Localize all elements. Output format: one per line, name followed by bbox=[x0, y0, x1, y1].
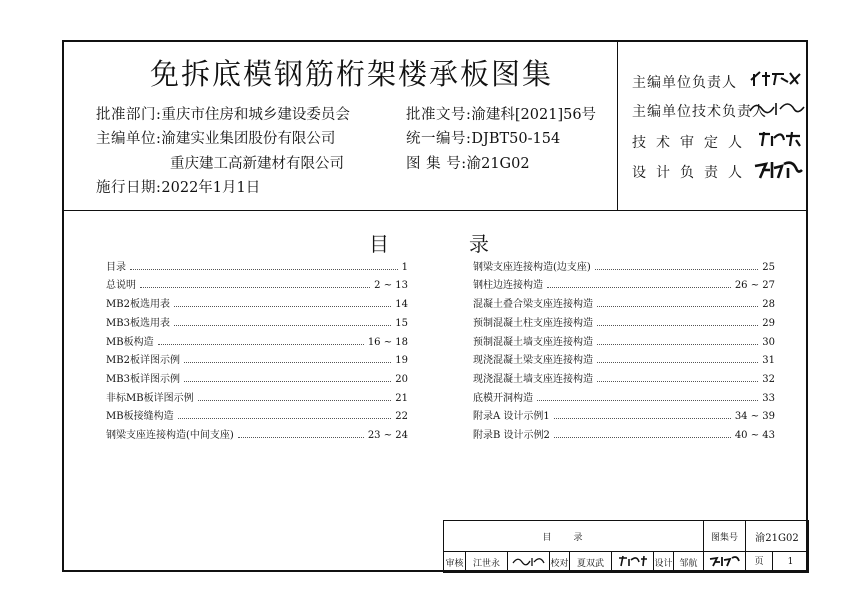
toc-item-title: MB2板详图示例 bbox=[106, 355, 180, 366]
page-number: 1 bbox=[787, 557, 794, 567]
toc-item-title: 目录 bbox=[106, 262, 126, 273]
title-block-name: 目录 bbox=[444, 521, 704, 552]
toc-item-title: MB板接缝构造 bbox=[106, 411, 174, 422]
toc-item-title: 现浇混凝土梁支座连接构造 bbox=[473, 355, 593, 366]
toc-leader-dots bbox=[554, 437, 731, 438]
toc-item[interactable] bbox=[106, 408, 408, 422]
toc-leader-dots bbox=[595, 269, 758, 270]
toc-leader-dots bbox=[184, 362, 391, 363]
toc-item-title: 预制混凝土墙支座连接构造 bbox=[473, 337, 593, 348]
toc-leader-dots bbox=[178, 418, 392, 419]
toc-item-page: 19 bbox=[395, 355, 408, 366]
toc-item-title: 附录A 设计示例1 bbox=[473, 411, 550, 422]
toc-item-page: 20 bbox=[395, 374, 408, 385]
atlas-no-row bbox=[406, 152, 530, 173]
toc-item-page: 15 bbox=[395, 318, 408, 329]
toc-item-page: 14 bbox=[395, 299, 408, 310]
toc-leader-dots bbox=[547, 287, 731, 288]
toc-leader-dots bbox=[174, 306, 391, 307]
approval-dept-row bbox=[96, 103, 350, 124]
toc-item-page: 32 bbox=[762, 374, 775, 385]
toc-item-title: 非标MB板详图示例 bbox=[106, 393, 194, 404]
toc-leader-dots bbox=[554, 418, 731, 419]
signature-image bbox=[756, 128, 804, 150]
toc-item-page: 22 bbox=[395, 411, 408, 422]
editor-value-1: 渝建实业集团股份有限公司 bbox=[161, 131, 336, 147]
signature-image bbox=[708, 554, 742, 568]
editor-label: 主编单位: bbox=[96, 131, 162, 147]
effective-date-label: 施行日期: bbox=[96, 180, 162, 196]
toc-item-page: 21 bbox=[395, 393, 408, 404]
page-cell bbox=[746, 552, 809, 573]
reviewer-signature bbox=[508, 552, 550, 573]
signature-image bbox=[748, 68, 804, 90]
designer-signature bbox=[704, 552, 746, 573]
toc-item[interactable] bbox=[106, 296, 408, 310]
toc-title-left: 目 bbox=[369, 232, 389, 256]
toc-item[interactable] bbox=[473, 371, 775, 385]
approval-doc-label: 批准文号: bbox=[406, 107, 472, 123]
toc-item[interactable] bbox=[106, 390, 408, 404]
toc-leader-dots bbox=[238, 437, 364, 438]
toc-item-title: MB3板选用表 bbox=[106, 318, 170, 329]
toc-item-page: 16 ~ 18 bbox=[367, 337, 408, 348]
checker-name: 夏双武 bbox=[570, 552, 612, 573]
atlas-title: 免拆底模钢筋桁架楼承板图集 bbox=[150, 57, 554, 91]
toc-item-title: 钢梁支座连接构造(边支座) bbox=[473, 262, 591, 273]
approval-doc-row bbox=[406, 103, 596, 124]
resp-chief-unit: 主编单位负责人 bbox=[632, 75, 737, 91]
toc-item-page: 33 bbox=[762, 393, 775, 404]
toc-item[interactable] bbox=[106, 315, 408, 329]
toc-item-title: 钢柱边连接构造 bbox=[473, 280, 543, 291]
toc-item-page: 40 ~ 43 bbox=[734, 430, 775, 441]
toc-item[interactable] bbox=[473, 315, 775, 329]
editor-row bbox=[96, 127, 335, 148]
toc-item-page: 30 bbox=[762, 337, 775, 348]
toc-leader-dots bbox=[184, 381, 391, 382]
atlas-no-label: 图 集 号: bbox=[406, 156, 467, 172]
toc-item[interactable] bbox=[473, 427, 775, 441]
checker-signature bbox=[612, 552, 654, 573]
toc-item[interactable] bbox=[473, 352, 775, 366]
toc-item[interactable] bbox=[106, 334, 408, 348]
toc-item-title: MB板构造 bbox=[106, 337, 154, 348]
toc-item[interactable] bbox=[106, 427, 408, 441]
toc-item-page: 29 bbox=[762, 318, 775, 329]
effective-date-value: 2022年1月1日 bbox=[161, 180, 261, 196]
toc-item-title: 总说明 bbox=[106, 280, 136, 291]
review-label: 审核 bbox=[444, 552, 466, 573]
signature-image bbox=[616, 554, 650, 568]
approval-doc-value: 渝建科[2021]56号 bbox=[471, 107, 597, 123]
toc-item-page: 28 bbox=[762, 299, 775, 310]
toc-leader-dots bbox=[140, 287, 370, 288]
signature-image bbox=[748, 97, 806, 119]
signature-image bbox=[511, 554, 547, 568]
header-vertical-divider bbox=[617, 40, 618, 211]
title-block-atlas-label: 图集号 bbox=[704, 521, 746, 552]
toc-item[interactable] bbox=[473, 334, 775, 348]
toc-item-title: 预制混凝土柱支座连接构造 bbox=[473, 318, 593, 329]
atlas-no-value: 渝21G02 bbox=[466, 156, 530, 172]
toc-leader-dots bbox=[597, 344, 758, 345]
design-label: 设计 bbox=[654, 552, 674, 573]
toc-item[interactable] bbox=[106, 371, 408, 385]
toc-item-page: 34 ~ 39 bbox=[734, 411, 775, 422]
approval-dept-value: 重庆市住房和城乡建设委员会 bbox=[161, 107, 350, 123]
resp-technical-approver: 技术审定人 bbox=[632, 135, 752, 151]
toc-leader-dots bbox=[597, 381, 758, 382]
toc-item-page: 25 bbox=[762, 262, 775, 273]
resp-design-lead: 设计负责人 bbox=[632, 165, 752, 181]
toc-title-right: 录 bbox=[469, 232, 489, 256]
toc-item-title: 钢梁支座连接构造(中间支座) bbox=[106, 430, 234, 441]
approval-dept-label: 批准部门: bbox=[96, 107, 162, 123]
designer-name: 邹航 bbox=[674, 552, 704, 573]
toc-item-title: 现浇混凝土墙支座连接构造 bbox=[473, 374, 593, 385]
toc-leader-dots bbox=[174, 325, 391, 326]
toc-item-page: 2 ~ 13 bbox=[374, 280, 408, 291]
toc-leader-dots bbox=[597, 325, 758, 326]
toc-item-title: MB2板选用表 bbox=[106, 299, 170, 310]
toc-item-page: 1 bbox=[401, 262, 408, 273]
toc-item[interactable] bbox=[473, 408, 775, 422]
toc-item[interactable] bbox=[106, 259, 408, 273]
toc-item[interactable] bbox=[106, 352, 408, 366]
effective-date-row bbox=[96, 176, 260, 197]
check-label: 校对 bbox=[550, 552, 570, 573]
uniform-no-row bbox=[406, 127, 560, 148]
resp-chief-technical: 主编单位技术负责人 bbox=[632, 104, 767, 120]
toc-leader-dots bbox=[537, 400, 758, 401]
toc-item-title: 附录B 设计示例2 bbox=[473, 430, 550, 441]
toc-leader-dots bbox=[597, 362, 758, 363]
header-divider bbox=[62, 210, 808, 211]
toc-item-title: 混凝土叠合梁支座连接构造 bbox=[473, 299, 593, 310]
toc-item[interactable] bbox=[473, 390, 775, 404]
toc-leader-dots bbox=[158, 344, 364, 345]
signature-image bbox=[752, 158, 804, 182]
toc-item[interactable] bbox=[473, 296, 775, 310]
reviewer-name: 江世永 bbox=[466, 552, 508, 573]
toc-item-title: MB3板详图示例 bbox=[106, 374, 180, 385]
toc-item[interactable] bbox=[473, 277, 775, 291]
title-block-atlas-no: 渝21G02 bbox=[746, 521, 809, 552]
uniform-no-label: 统一编号: bbox=[406, 131, 472, 147]
toc-item-page: 23 ~ 24 bbox=[367, 430, 408, 441]
toc-leader-dots bbox=[597, 306, 758, 307]
uniform-no-value: DJBT50-154 bbox=[471, 131, 561, 147]
title-block bbox=[443, 520, 809, 573]
toc-item-page: 31 bbox=[762, 355, 775, 366]
toc-leader-dots bbox=[130, 269, 398, 270]
page-label: 页 bbox=[746, 552, 773, 572]
toc-item-page: 26 ~ 27 bbox=[734, 280, 775, 291]
editor-value-2: 重庆建工高新建材有限公司 bbox=[170, 156, 344, 172]
toc-leader-dots bbox=[198, 400, 392, 401]
toc-item[interactable] bbox=[473, 259, 775, 273]
toc-item-title: 底模开洞构造 bbox=[473, 393, 533, 404]
toc-item[interactable] bbox=[106, 277, 408, 291]
